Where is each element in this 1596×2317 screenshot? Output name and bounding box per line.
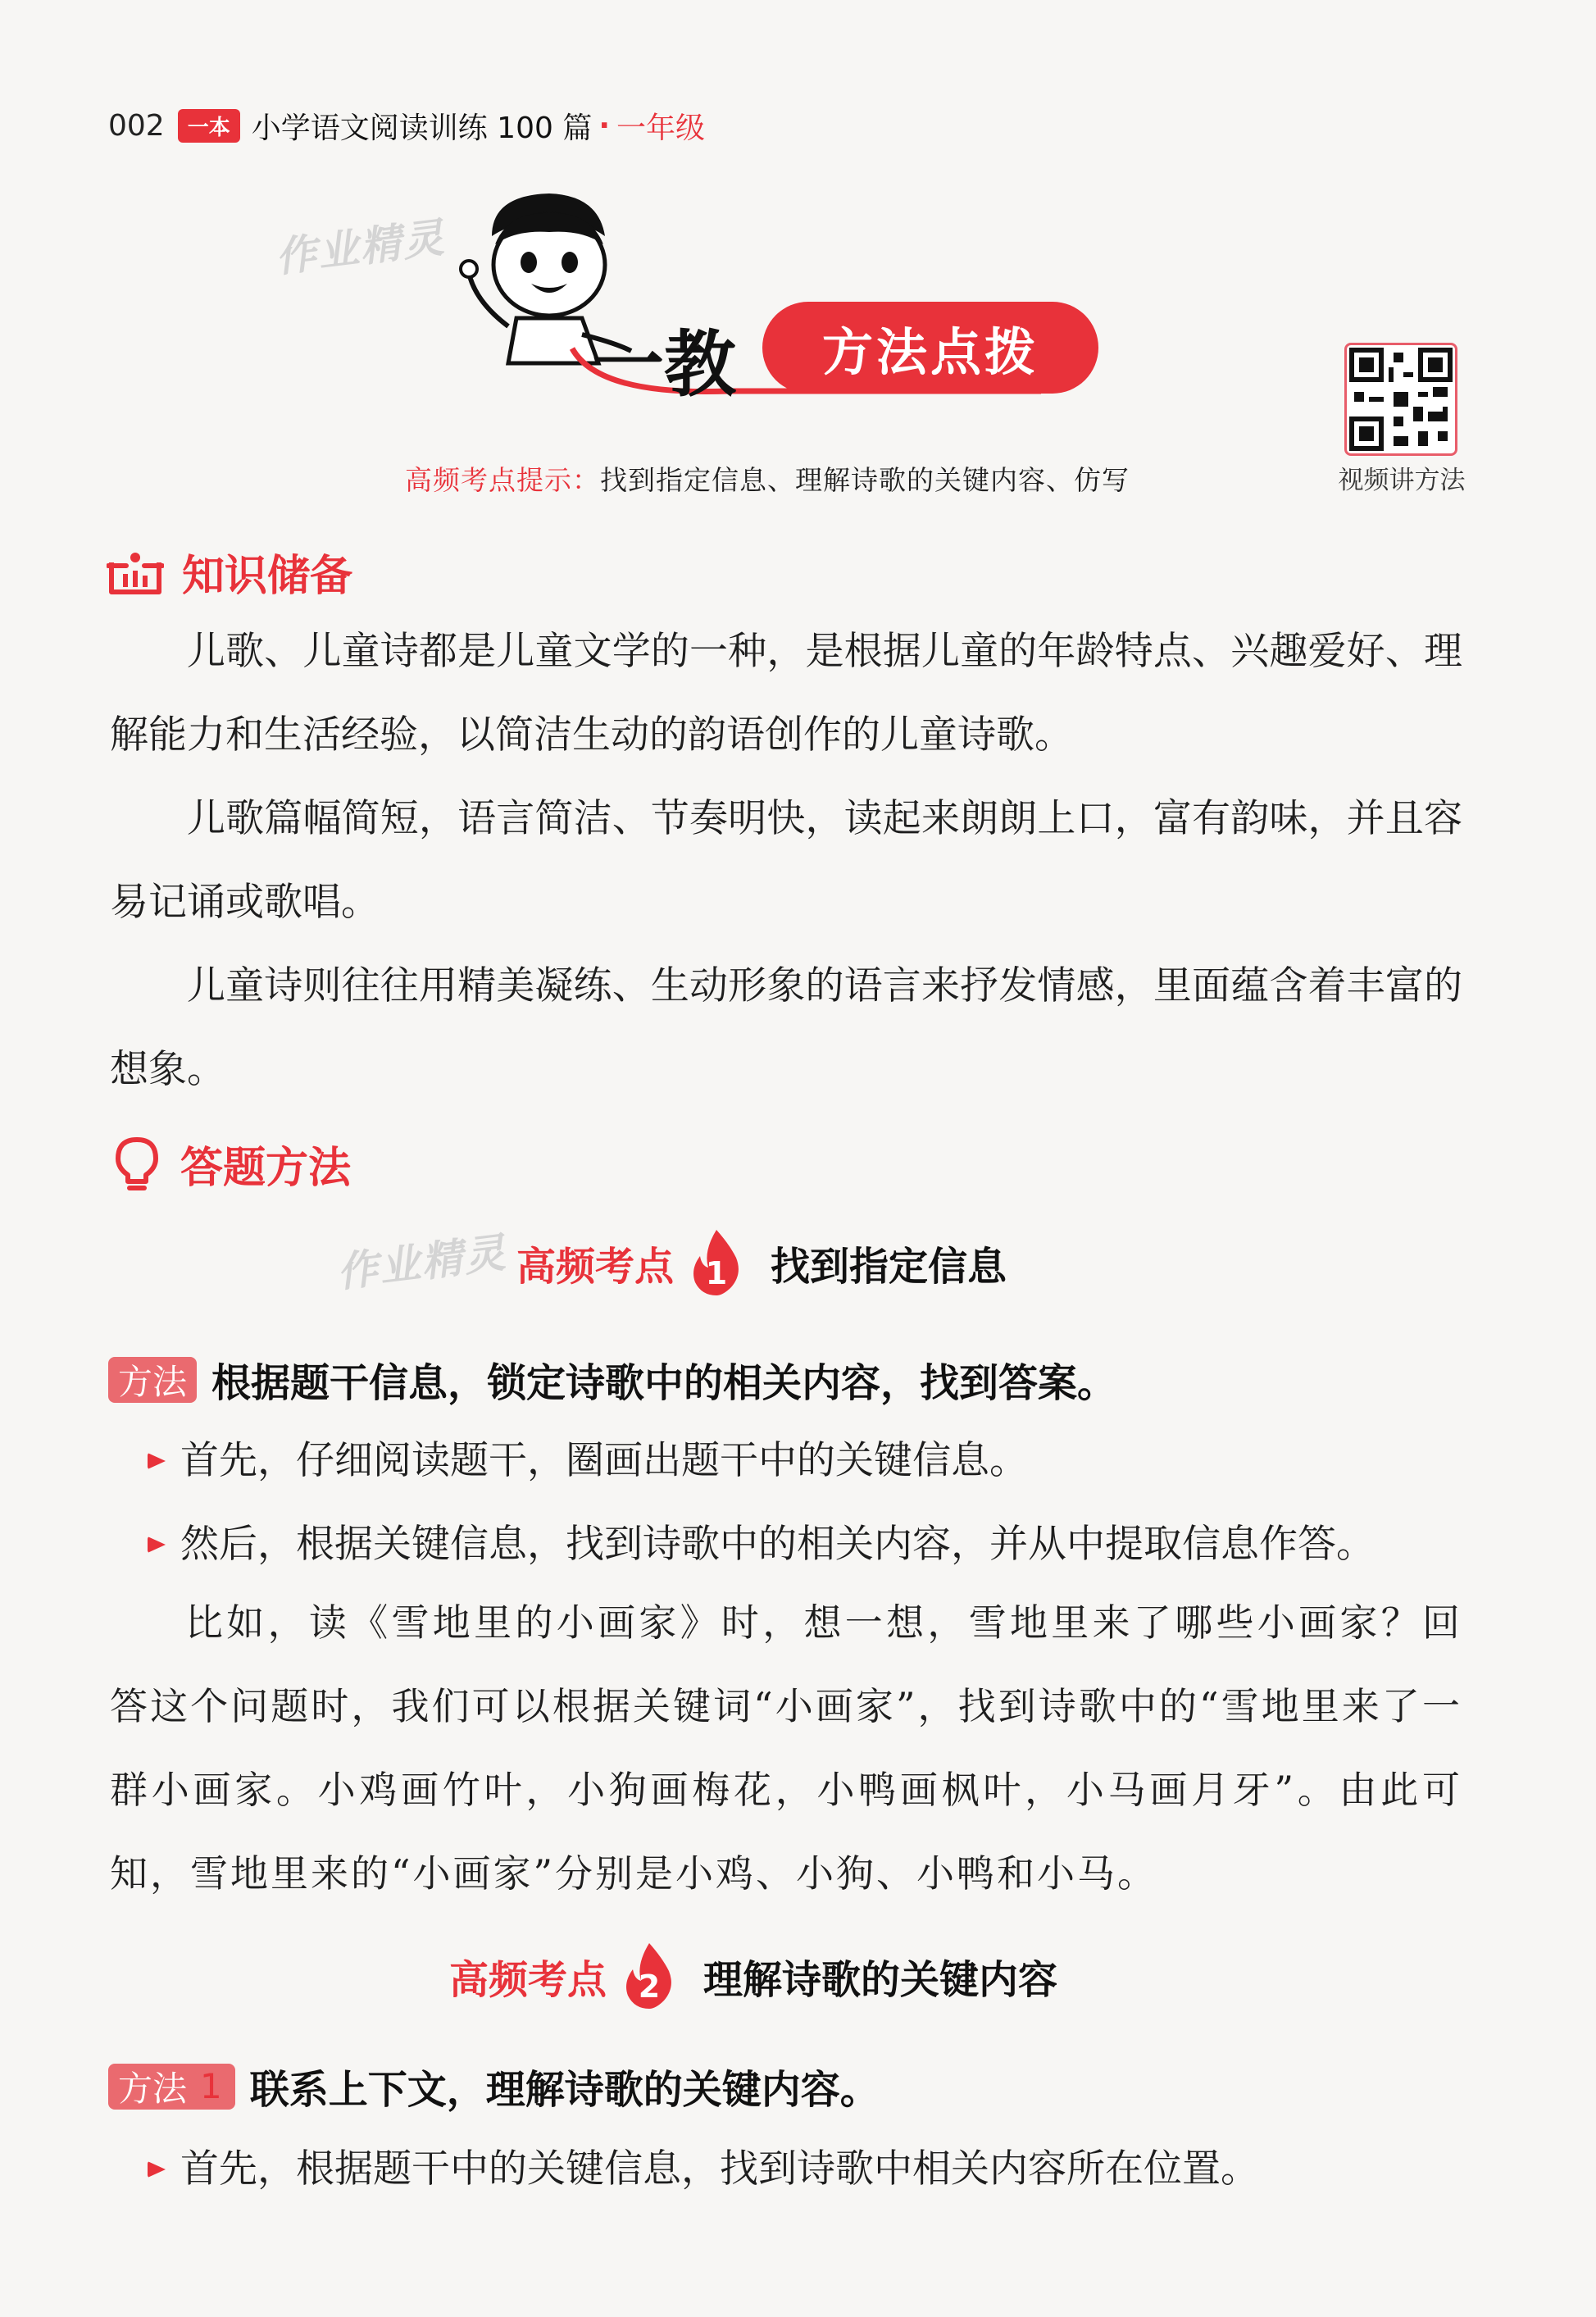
- method-text: 联系上下文，理解诗歌的关键内容。: [249, 2067, 880, 2113]
- flame-number-icon: [690, 1228, 743, 1297]
- section-title-pill: 方法点拨: [762, 302, 1098, 394]
- watermark: 作业精灵: [272, 213, 448, 282]
- bullet-text: 首先，仔细阅读题干，圈画出题干中的关键信息。: [180, 1438, 1028, 1483]
- exam-hint-text: 找到指定信息、理解诗歌的关键内容、仿写: [600, 464, 1130, 496]
- qr-code-icon: [1349, 348, 1453, 451]
- method-tag: [108, 2064, 235, 2110]
- running-header: [108, 107, 705, 144]
- answer-method-heading: [111, 1133, 351, 1195]
- example-paragraph: 比如，读《雪地里的小画家》时，想一想，雪地里来了哪些小画家？回答这个问题时，我们可以根据关键词“小画家”，找到诗歌中的“雪地里来了一群小画家。小鸡画竹叶，小狗画梅花，小鸭画枫叶，小马画月牙”。由此可知，雪地里来的“小画家”分别是小鸡、小狗、小鸭和小马。: [110, 1600, 1462, 1896]
- bullet-arrow-icon: [148, 1536, 166, 1553]
- topic-title: 理解诗歌的关键内容: [703, 1956, 1058, 2003]
- method-number: 1: [200, 2066, 222, 2106]
- flame-number-icon: [623, 1941, 675, 2010]
- bullet-arrow-icon: [148, 1453, 166, 1469]
- topic-label: 高频考点: [449, 1956, 607, 2003]
- bullet-item: [148, 2145, 1259, 2194]
- knowledge-heading-text: 知识储备: [182, 552, 353, 601]
- watermark: 作业精灵: [334, 1228, 510, 1297]
- method-tag: 方法: [108, 1357, 197, 1403]
- page-number: 002: [108, 108, 165, 143]
- method-tag-text: 方法: [118, 2068, 188, 2109]
- bullet-item: [148, 1520, 1375, 1569]
- knowledge-paragraph: 儿歌、儿童诗都是儿童文学的一种，是根据儿童的年龄特点、兴趣爱好、理解能力和生活经验，以简洁生动的韵语创作的儿童诗歌。: [110, 629, 1462, 758]
- qr-caption: 视频讲方法: [1338, 466, 1466, 495]
- knowledge-paragraph: 儿歌篇幅简短，语言简洁、节奏明快，读起来朗朗上口，富有韵味，并且容易记诵或歌唱。: [110, 796, 1462, 925]
- exam-hint: [405, 459, 1130, 498]
- series-title: 小学语文阅读训练 100 篇: [251, 111, 593, 145]
- topic-number: 1: [705, 1255, 728, 1291]
- exam-hint-label: 高频考点提示：: [405, 464, 600, 496]
- lesson-label: 一教: [592, 322, 737, 407]
- knowledge-paragraph: 儿童诗则往往用精美凝练、生动形象的语言来抒发情感，里面蕴含着丰富的想象。: [110, 963, 1462, 1092]
- topic-label: 高频考点: [516, 1243, 675, 1290]
- answer-method-heading-text: 答题方法: [180, 1144, 352, 1193]
- header-separator: ·: [598, 108, 611, 143]
- bullet-text: 首先，根据题干中的关键信息，找到诗歌中相关内容所在位置。: [180, 2146, 1259, 2192]
- bullet-text: 然后，根据关键信息，找到诗歌中的相关内容，并从中提取信息作答。: [180, 1522, 1375, 1567]
- bullet-arrow-icon: [148, 2161, 166, 2178]
- method-line: [108, 2058, 880, 2114]
- topic-number: 2: [638, 1969, 661, 2005]
- brand-badge: 一本: [178, 109, 240, 143]
- knowledge-box-icon: [107, 548, 164, 597]
- lightbulb-icon: [111, 1136, 162, 1193]
- bullet-item: [148, 1436, 1028, 1486]
- method-line: [108, 1351, 1116, 1408]
- qr-code[interactable]: [1344, 343, 1457, 456]
- topic-1-heading: [516, 1228, 1007, 1297]
- topic-2-heading: [449, 1941, 1057, 2010]
- knowledge-heading: [107, 541, 352, 603]
- method-text: 根据题干信息，锁定诗歌中的相关内容，找到答案。: [211, 1360, 1117, 1406]
- grade-label: 一年级: [616, 111, 706, 145]
- topic-title: 找到指定信息: [771, 1243, 1007, 1290]
